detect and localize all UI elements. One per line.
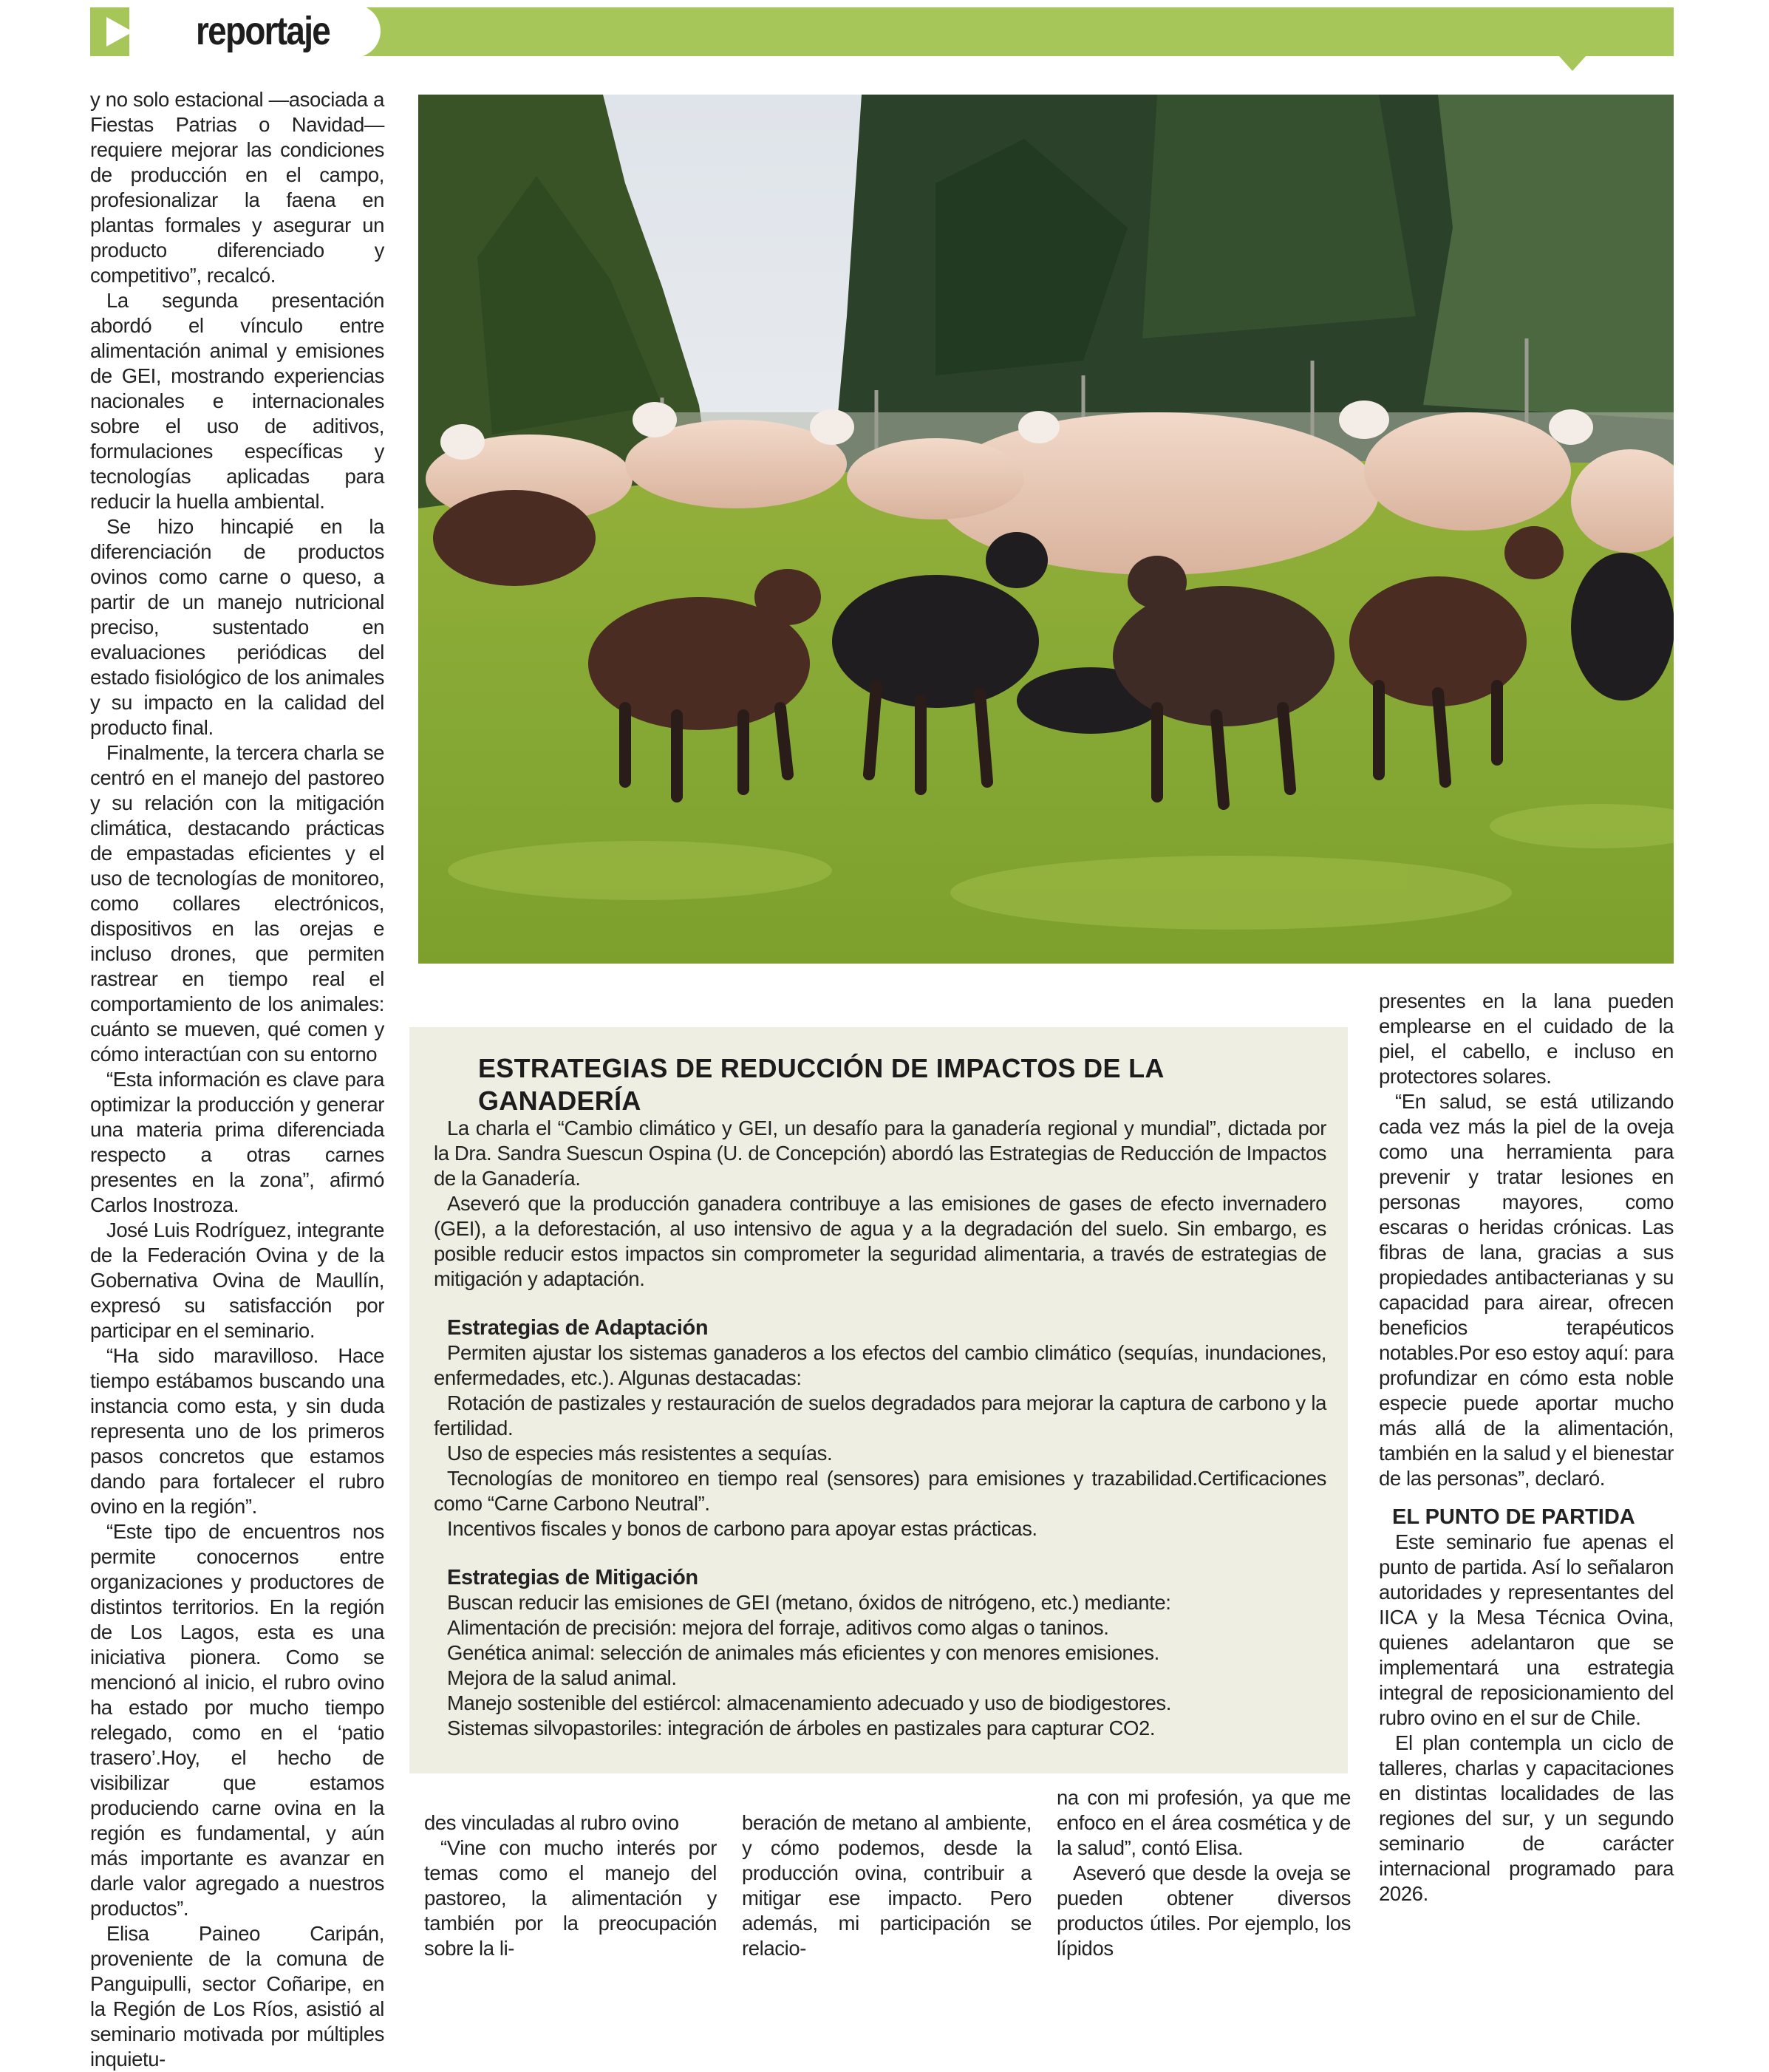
paragraph: La segunda presentación abordó el vínculo entre alimentación animal y emisiones de GEI, mostrando experiencias nacionales e internacionales sobre el uso de aditivos, formulaciones específicas y tecnologías aplicadas para reducir la huella ambiental. <box>90 289 384 513</box>
paragraph: “Vine con mucho interés por temas como el manejo del pastoreo, la alimentación y también por la preocupación sobre la li- <box>424 1836 717 1960</box>
strategies-sidebar-box <box>409 1027 1348 1773</box>
paragraph: Este seminario fue apenas el punto de partida. Así lo señalaron autoridades y representantes del IICA y la Mesa Técnica Ovina, quienes adelantaron que se implementará una estrategia integral de reposicionamiento del rubro ovino en el sur de Chile. <box>1379 1530 1674 1729</box>
paragraph: Buscan reducir las emisiones de GEI (metano, óxidos de nitrógeno, etc.) mediante: <box>447 1591 1171 1614</box>
article-column-2 <box>424 1810 717 1961</box>
article-column-4 <box>1057 1785 1351 1961</box>
paragraph: presentes en la lana pueden emplearse en el cuidado de la piel, el cabello, e incluso en protectores solares. <box>1379 989 1674 1088</box>
section-label: reportaje <box>196 9 330 53</box>
subheading: EL PUNTO DE PARTIDA <box>1392 1505 1635 1529</box>
sidebar-body <box>434 1116 1326 1741</box>
paragraph: José Luis Rodríguez, integrante de la Federación Ovina y de la Gobernativa Ovina de Maullín, expresó su satisfacción por participar en el seminario. <box>90 1219 384 1342</box>
paragraph: “En salud, se está utilizando cada vez más la piel de la oveja como una herramienta para prevenir y tratar lesiones en personas mayores, como escaras o heridas crónicas. Las fibras de lana, gracias a sus propiedades antibacterianas y su capacidad para airear, ofrecen beneficios terapéuticos notables.Por eso estoy aquí: para profundizar en cómo esta noble especie puede aportar mucho más allá de la alimentación, también en la salud y el bienestar de las personas”, declaró. <box>1379 1090 1674 1490</box>
paragraph: Aseveró que la producción ganadera contribuye a las emisiones de gases de efecto invernadero (GEI), a la deforestación, al uso intensivo de agua y a la degradación del suelo. Sin embargo, es posible reducir estos impactos sin comprometer la seguridad alimentaria, a través de estrategias de mitigación y adaptación. <box>434 1192 1326 1290</box>
paragraph: beración de metano al ambiente, y cómo podemos, desde la producción ovina, contribuir a mitigar ese impacto. Pero además, mi participación se relacio- <box>742 1811 1032 1960</box>
paragraph: “Esta información es clave para optimizar la producción y generar una materia prima diferenciada respecto a otras carnes presentes en la zona”, afirmó Carlos Inostroza. <box>90 1068 384 1216</box>
list-item: Tecnologías de monitoreo en tiempo real (sensores) para emisiones y trazabilidad.Certificaciones como “Carne Carbono Neutral”. <box>434 1467 1326 1515</box>
section-label-box <box>129 4 381 58</box>
list-item: Sistemas silvopastoriles: integración de árboles en pastizales para capturar CO2. <box>447 1717 1156 1739</box>
sheep-photo <box>418 95 1674 964</box>
sidebar-title: ESTRATEGIAS DE REDUCCIÓN DE IMPACTOS DE LA GANADERÍA <box>478 1053 1164 1116</box>
article-column-5 <box>1379 989 1674 1906</box>
header-pointer <box>1559 56 1586 71</box>
paragraph: “Ha sido maravilloso. Hace tiempo estábamos buscando una instancia como esta, y sin duda representa uno de los primeros pasos concretos que estamos dando para fortalecer el rubro ovino en la región”. <box>90 1344 384 1518</box>
article-column-1 <box>90 87 384 2072</box>
list-item: Incentivos fiscales y bonos de carbono para apoyar estas prácticas. <box>447 1517 1037 1540</box>
paragraph: y no solo estacional —asociada a Fiestas Patrias o Navidad— requiere mejorar las condiciones de producción en el campo, profesionalizar la faena en plantas formales y asegurar un producto diferenciado y competitivo”, recalcó. <box>90 88 384 287</box>
paragraph: El plan contempla un ciclo de talleres, charlas y capacitaciones en distintas localidades de las regiones del sur, y un segundo seminario de carácter internacional programado para 2026. <box>1379 1731 1674 1905</box>
paragraph: Aseveró que desde la oveja se pueden obtener diversos productos útiles. Por ejemplo, los lípidos <box>1057 1861 1351 1960</box>
list-item: Rotación de pastizales y restauración de suelos degradados para mejorar la captura de carbono y la fertilidad. <box>434 1391 1326 1439</box>
list-item: Manejo sostenible del estiércol: almacenamiento adecuado y uso de biodigestores. <box>447 1691 1172 1714</box>
paragraph: La charla el “Cambio climático y GEI, un desafío para la ganadería regional y mundial”, dictada por la Dra. Sandra Suescun Ospina (U. de Concepción) abordó las Estrategias de Reducción de Impactos de la Ganadería. <box>434 1117 1326 1190</box>
adaptation-heading: Estrategias de Adaptación <box>447 1316 709 1340</box>
paragraph: “Este tipo de encuentros nos permite conocernos entre organizaciones y productores de distintos territorios. En la región de Los Lagos, esta es una iniciativa pionera. Como se mencionó al inicio, el rubro ovino ha estado por mucho tiempo relegado, como en el ‘patio trasero’.Hoy, el hecho de visibilizar que estamos produciendo carne ovina en la región es fundamental, y aún más importante es avanzar en darle valor agregado a nuestros productos”. <box>90 1520 384 1920</box>
list-item: Mejora de la salud animal. <box>447 1666 677 1689</box>
paragraph: des vinculadas al rubro ovino <box>424 1811 679 1834</box>
article-column-3 <box>742 1810 1032 1961</box>
paragraph: Se hizo hincapié en la diferenciación de productos ovinos como carne o queso, a partir de un manejo nutricional preciso, sustentado en evaluaciones periódicas del estado fisiológico de los animales y su impacto en la calidad del producto final. <box>90 515 384 739</box>
list-item: Uso de especies más resistentes a sequías. <box>447 1442 833 1465</box>
list-item: Alimentación de precisión: mejora del forraje, aditivos como algas o taninos. <box>447 1616 1109 1639</box>
paragraph: Finalmente, la tercera charla se centró en el manejo del pastoreo y su relación con la mitigación climática, destacando prácticas de empastadas eficientes y el uso de tecnologías de monitoreo, como collares electrónicos, dispositivos en las orejas e incluso drones, que permiten rastrear en tiempo real el comportamiento de los animales: cuánto se mueven, qué comen y cómo interactúan con su entorno <box>90 741 384 1066</box>
paragraph: Permiten ajustar los sistemas ganaderos a los efectos del cambio climático (sequías, inundaciones, enfermedades, etc.). Algunas destacadas: <box>434 1341 1326 1389</box>
paragraph: na con mi profesión, ya que me enfoco en el área cosmética y de la salud”, contó Elisa. <box>1057 1786 1351 1859</box>
mitigation-heading: Estrategias de Mitigación <box>447 1566 698 1589</box>
list-item: Genética animal: selección de animales más eficientes y con menores emisiones. <box>447 1641 1159 1664</box>
paragraph: Elisa Paineo Caripán, proveniente de la comuna de Panguipulli, sector Coñaripe, en la Región de Los Ríos, asistió al seminario motivada por múltiples inquietu- <box>90 1922 384 2071</box>
